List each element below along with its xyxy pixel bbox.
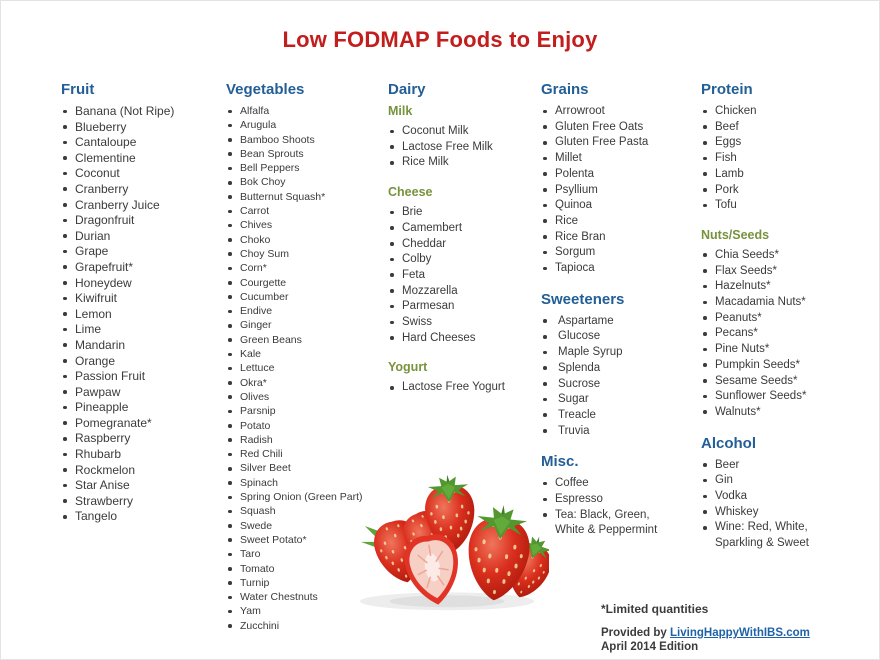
list-item: Tea: Black, Green, White & Peppermint	[541, 508, 663, 539]
list-item: Cucumber	[226, 290, 388, 304]
list-item: Gluten Free Pasta	[541, 135, 663, 151]
list-item: Yam	[226, 604, 388, 618]
list-item: Bok Choy	[226, 175, 388, 189]
list-item: Kale	[226, 347, 388, 361]
list-item: Banana (Not Ripe)	[61, 104, 231, 120]
list-item: Truvia	[541, 424, 663, 440]
section-list	[388, 380, 540, 396]
list-item: Lactose Free Milk	[388, 140, 540, 156]
list-item: Choko	[226, 233, 388, 247]
list-item: Rockmelon	[61, 463, 231, 479]
list-item: Pawpaw	[61, 385, 231, 401]
list-item: Butternut Squash*	[226, 190, 388, 204]
list-item: Chicken	[701, 104, 821, 120]
section-list	[541, 476, 663, 539]
provided-by-line	[601, 627, 871, 639]
list-item: Maple Syrup	[541, 345, 663, 361]
section-heading-alcohol: Alcohol	[701, 434, 756, 452]
list-item: Millet	[541, 151, 663, 167]
list-item: Feta	[388, 268, 540, 284]
list-item: Corn*	[226, 261, 388, 275]
section-list	[541, 314, 663, 440]
list-item: Colby	[388, 252, 540, 268]
list-item: Aspartame	[541, 314, 663, 330]
list-item: Macadamia Nuts*	[701, 295, 821, 311]
list-item: Clementine	[61, 151, 231, 167]
list-item: Gluten Free Oats	[541, 120, 663, 136]
list-item: Choy Sum	[226, 247, 388, 261]
list-item: Okra*	[226, 376, 388, 390]
list-item: Tofu	[701, 198, 821, 214]
provided-by-label: Provided by	[601, 627, 671, 639]
list-item: Lettuce	[226, 361, 388, 375]
list-item: Coffee	[541, 476, 663, 492]
list-item: Swede	[226, 519, 388, 533]
list-item: Grapefruit*	[61, 260, 231, 276]
page-title: Low FODMAP Foods to Enjoy	[282, 27, 598, 52]
list-item: Hard Cheeses	[388, 331, 540, 347]
list-item: Mandarin	[61, 338, 231, 354]
section-list	[701, 104, 821, 214]
list-item: Olives	[226, 390, 388, 404]
list-item: Eggs	[701, 135, 821, 151]
list-item: Pork	[701, 183, 821, 199]
list-item: Bell Peppers	[226, 161, 388, 175]
list-item: Sweet Potato*	[226, 533, 388, 547]
list-item: Pecans*	[701, 326, 821, 342]
list-item: Coconut	[61, 166, 231, 182]
list-item: Camembert	[388, 221, 540, 237]
list-item: Raspberry	[61, 431, 231, 447]
list-item: Ginger	[226, 318, 388, 332]
list-item: Brie	[388, 205, 540, 221]
list-item: Passion Fruit	[61, 369, 231, 385]
list-item: Blueberry	[61, 120, 231, 136]
section-list	[701, 248, 821, 421]
list-item: Coconut Milk	[388, 124, 540, 140]
list-item: Walnuts*	[701, 405, 821, 421]
list-item: Strawberry	[61, 494, 231, 510]
list-item: Fish	[701, 151, 821, 167]
list-item: Gin	[701, 473, 821, 489]
list-item: Beef	[701, 120, 821, 136]
list-item: Tangelo	[61, 509, 231, 525]
list-item: Squash	[226, 504, 388, 518]
list-item: Hazelnuts*	[701, 279, 821, 295]
list-item: Polenta	[541, 167, 663, 183]
section-heading-misc: Misc.	[541, 453, 579, 471]
list-item: Orange	[61, 354, 231, 370]
list-item: Pumpkin Seeds*	[701, 358, 821, 374]
list-item: Alfalfa	[226, 104, 388, 118]
list-item: Mozzarella	[388, 284, 540, 300]
list-item: Taro	[226, 547, 388, 561]
section-list	[388, 124, 540, 171]
section-heading-vegetables: Vegetables	[226, 81, 305, 98]
list-item: Durian	[61, 229, 231, 245]
list-item: Cranberry Juice	[61, 198, 231, 214]
column-fruit	[61, 81, 231, 525]
list-item: Cantaloupe	[61, 135, 231, 151]
list-item: Bean Sprouts	[226, 147, 388, 161]
list-item: Honeydew	[61, 276, 231, 292]
livinghappywithibs-link[interactable]: LivingHappyWithIBS.com	[670, 627, 810, 639]
list-item: Star Anise	[61, 478, 231, 494]
list-item: Bamboo Shoots	[226, 133, 388, 147]
list-item: Parsnip	[226, 404, 388, 418]
list-item: Grape	[61, 244, 231, 260]
list-item: Wine: Red, White, Sparkling & Sweet	[701, 520, 821, 551]
section-heading-dairy: Dairy	[388, 81, 426, 98]
list-item: Lactose Free Yogurt	[388, 380, 540, 396]
list-item: Radish	[226, 433, 388, 447]
section-heading-fruit: Fruit	[61, 81, 95, 98]
list-item: Rice	[541, 214, 663, 230]
list-item: Red Chili	[226, 447, 388, 461]
section-heading-grains: Grains	[541, 81, 589, 98]
edition-line: April 2014 Edition	[601, 641, 699, 653]
section-list	[541, 104, 663, 277]
list-item: Courgette	[226, 276, 388, 290]
strawberries-photo	[351, 431, 549, 629]
list-item: Lemon	[61, 307, 231, 323]
section-heading-cheese: Cheese	[388, 185, 433, 200]
column-dairy	[388, 81, 540, 396]
list-item: Espresso	[541, 492, 663, 508]
section-heading-yogurt: Yogurt	[388, 360, 428, 375]
list-item: Zucchini	[226, 619, 388, 633]
list-item: Peanuts*	[701, 311, 821, 327]
list-item: Tapioca	[541, 261, 663, 277]
section-list	[701, 458, 821, 552]
list-item: Potato	[226, 419, 388, 433]
list-item: Cranberry	[61, 182, 231, 198]
list-item: Pineapple	[61, 400, 231, 416]
list-item: Sesame Seeds*	[701, 374, 821, 390]
column-grains	[541, 81, 663, 539]
section-list	[388, 205, 540, 346]
strawberries-illustration	[351, 431, 549, 629]
list-item: Turnip	[226, 576, 388, 590]
list-item: Tomato	[226, 562, 388, 576]
list-item: Chia Seeds*	[701, 248, 821, 264]
list-item: Sunflower Seeds*	[701, 389, 821, 405]
list-item: Silver Beet	[226, 461, 388, 475]
section-heading-protein: Protein	[701, 81, 753, 98]
footer	[601, 602, 871, 653]
list-item: Water Chestnuts	[226, 590, 388, 604]
list-item: Glucose	[541, 329, 663, 345]
list-item: Flax Seeds*	[701, 264, 821, 280]
list-item: Green Beans	[226, 333, 388, 347]
list-item: Chives	[226, 218, 388, 232]
list-item: Parmesan	[388, 299, 540, 315]
list-item: Lamb	[701, 167, 821, 183]
list-item: Endive	[226, 304, 388, 318]
list-item: Arrowroot	[541, 104, 663, 120]
list-item: Rice Milk	[388, 155, 540, 171]
list-item: Rhubarb	[61, 447, 231, 463]
list-item: Spring Onion (Green Part)	[226, 490, 388, 504]
list-item: Sorgum	[541, 245, 663, 261]
section-list	[61, 104, 231, 525]
list-item: Swiss	[388, 315, 540, 331]
list-item: Cheddar	[388, 237, 540, 253]
column-protein	[701, 81, 821, 552]
list-item: Splenda	[541, 361, 663, 377]
list-item: Quinoa	[541, 198, 663, 214]
section-heading-sweeteners: Sweeteners	[541, 290, 625, 308]
list-item: Psyllium	[541, 183, 663, 199]
limited-quantities-note: *Limited quantities	[601, 602, 709, 616]
section-heading-milk: Milk	[388, 104, 413, 118]
list-item: Arugula	[226, 118, 388, 132]
section-heading-nuts-seeds: Nuts/Seeds	[701, 227, 770, 242]
list-item: Whiskey	[701, 505, 821, 521]
list-item: Sucrose	[541, 377, 663, 393]
list-item: Beer	[701, 458, 821, 474]
list-item: Dragonfruit	[61, 213, 231, 229]
list-item: Carrot	[226, 204, 388, 218]
list-item: Treacle	[541, 408, 663, 424]
list-item: Spinach	[226, 476, 388, 490]
list-item: Pomegranate*	[61, 416, 231, 432]
list-item: Sugar	[541, 392, 663, 408]
list-item: Kiwifruit	[61, 291, 231, 307]
list-item: Vodka	[701, 489, 821, 505]
list-item: Pine Nuts*	[701, 342, 821, 358]
list-item: Lime	[61, 322, 231, 338]
list-item: Rice Bran	[541, 230, 663, 246]
